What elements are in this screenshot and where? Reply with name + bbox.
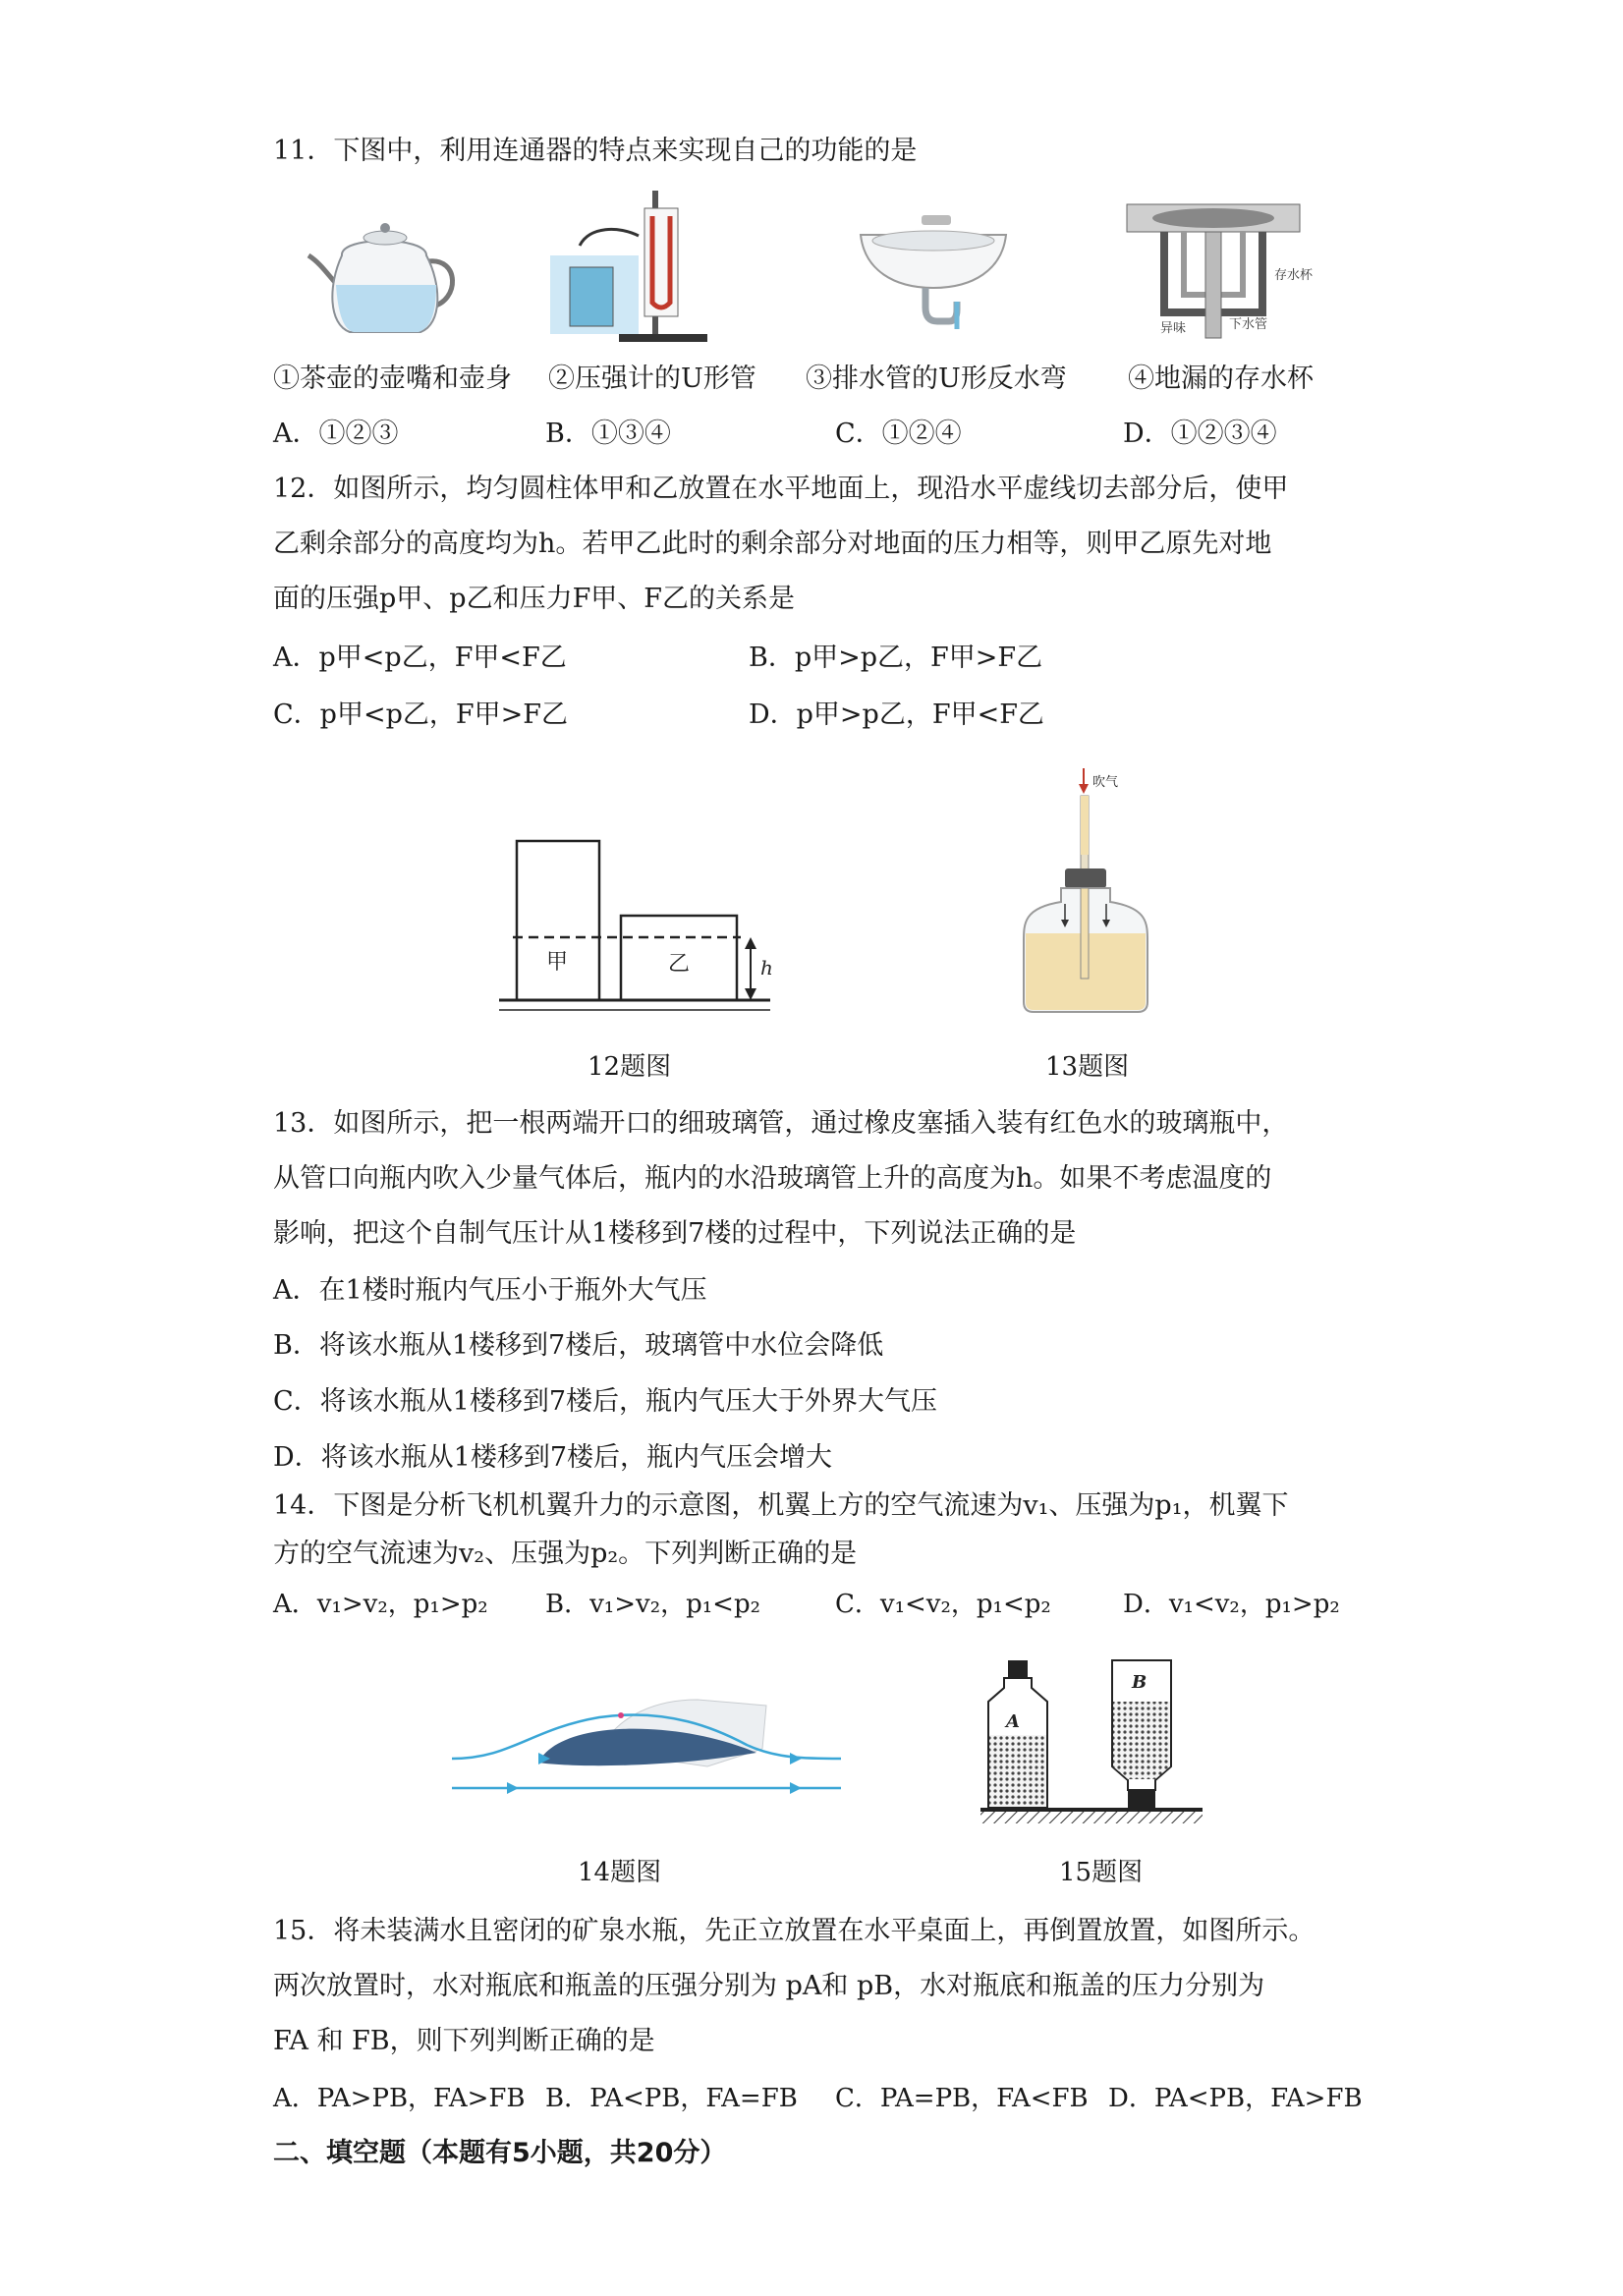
q12-option-b: B．p甲>p乙，F甲>F乙 xyxy=(749,643,1043,673)
q11-item-1: ①茶壶的壶嘴和壶身 xyxy=(273,364,512,394)
q13-figure-caption: 13题图 xyxy=(1045,1052,1130,1082)
q14-figure-caption: 14题图 xyxy=(578,1858,662,1887)
q11-stem: 11．下图中，利用连通器的特点来实现自己的功能的是 xyxy=(273,136,918,166)
manometer-figure xyxy=(550,187,707,344)
q13-option-a: A．在1楼时瓶内气压小于瓶外大气压 xyxy=(273,1275,707,1306)
label-h: h xyxy=(760,956,773,980)
q15-stem-line-1: 15．将未装满水且密闭的矿泉水瓶，先正立放置在水平桌面上，再倒置放置，如图所示。 xyxy=(273,1916,1315,1946)
q13-stem-line-3: 影响，把这个自制气压计从1楼移到7楼的过程中，下列说法正确的是 xyxy=(273,1218,1077,1249)
teapot-figure xyxy=(305,216,462,336)
q11-option-c: C．①②④ xyxy=(835,419,962,449)
sink-figure xyxy=(855,211,1012,334)
label-yi: 乙 xyxy=(668,952,691,977)
q14-option-a: A．v₁>v₂，p₁>p₂ xyxy=(273,1590,488,1619)
section-heading: 二、填空题（本题有5小题，共20分） xyxy=(273,2138,727,2168)
q13-stem-line-2: 从管口向瓶内吹入少量气体后，瓶内的水沿玻璃管上升的高度为h。如果不考虑温度的 xyxy=(273,1163,1272,1194)
q15-option-b: B．PA<PB，FA=FB xyxy=(545,2084,798,2113)
q15-option-c: C．PA=PB，FA<FB xyxy=(835,2084,1089,2113)
q11-item-2: ②压强计的U形管 xyxy=(548,364,756,394)
q11-item-4: ④地漏的存水杯 xyxy=(1128,364,1314,394)
bottles-figure xyxy=(980,1658,1206,1831)
label-jia: 甲 xyxy=(546,950,569,975)
q15-option-d: D．PA<PB，FA>FB xyxy=(1108,2084,1363,2113)
cylinders-figure xyxy=(499,835,784,1017)
wing-figure xyxy=(452,1690,845,1798)
q11-option-b: B．①③④ xyxy=(545,419,671,449)
q12-figure-caption: 12题图 xyxy=(588,1052,672,1082)
bottle-label-b: B xyxy=(1132,1672,1147,1693)
q15-stem-line-3: FA 和 FB，则下列判断正确的是 xyxy=(273,2026,655,2056)
bottle-label-a: A xyxy=(1006,1711,1020,1732)
q12-option-a: A．p甲<p乙，F甲<F乙 xyxy=(273,643,567,673)
floor-drain-figure xyxy=(1125,196,1321,344)
q15-option-a: A．PA>PB，FA>FB xyxy=(273,2084,526,2113)
q11-option-d: D．①②③④ xyxy=(1123,419,1277,449)
q14-stem-line-1: 14．下图是分析飞机机翼升力的示意图，机翼上方的空气流速为v₁、压强为p₁，机翼下 xyxy=(273,1490,1289,1521)
blow-label: 吹气 xyxy=(1092,775,1119,790)
q12-option-d: D．p甲>p乙，F甲<F乙 xyxy=(749,700,1044,730)
q13-option-b: B．将该水瓶从1楼移到7楼后，玻璃管中水位会降低 xyxy=(273,1330,884,1361)
q14-option-b: B．v₁>v₂，p₁<p₂ xyxy=(545,1590,761,1619)
q14-option-c: C．v₁<v₂，p₁<p₂ xyxy=(835,1590,1051,1619)
q11-option-a: A．①②③ xyxy=(273,419,399,449)
drain-label-pipe: 下水管 xyxy=(1229,317,1268,332)
q13-stem-line-1: 13．如图所示，把一根两端开口的细玻璃管，通过橡皮塞插入装有红色水的玻璃瓶中， xyxy=(273,1108,1289,1139)
q13-option-c: C．将该水瓶从1楼移到7楼后，瓶内气压大于外界大气压 xyxy=(273,1386,938,1417)
q12-option-c: C．p甲<p乙，F甲>F乙 xyxy=(273,700,568,730)
barometer-bottle-figure xyxy=(1022,766,1179,1022)
q14-option-d: D．v₁<v₂，p₁>p₂ xyxy=(1123,1590,1340,1619)
q14-stem-line-2: 方的空气流速为v₂、压强为p₂。下列判断正确的是 xyxy=(273,1539,858,1569)
q15-figure-caption: 15题图 xyxy=(1059,1858,1144,1887)
q12-stem-line-3: 面的压强p甲、p乙和压力F甲、F乙的关系是 xyxy=(273,584,796,614)
q13-option-d: D．将该水瓶从1楼移到7楼后，瓶内气压会增大 xyxy=(273,1442,833,1473)
drain-label-cup: 存水杯 xyxy=(1274,268,1314,283)
q12-stem-line-1: 12．如图所示，均匀圆柱体甲和乙放置在水平地面上，现沿水平虚线切去部分后，使甲 xyxy=(273,474,1289,504)
q15-stem-line-2: 两次放置时，水对瓶底和瓶盖的压强分别为 pA和 pB，水对瓶底和瓶盖的压力分别为 xyxy=(273,1971,1265,2001)
drain-label-odor: 异味 xyxy=(1160,321,1187,336)
q11-item-3: ③排水管的U形反水弯 xyxy=(806,364,1067,394)
q12-stem-line-2: 乙剩余部分的高度均为h。若甲乙此时的剩余部分对地面的压力相等，则甲乙原先对地 xyxy=(273,529,1272,559)
